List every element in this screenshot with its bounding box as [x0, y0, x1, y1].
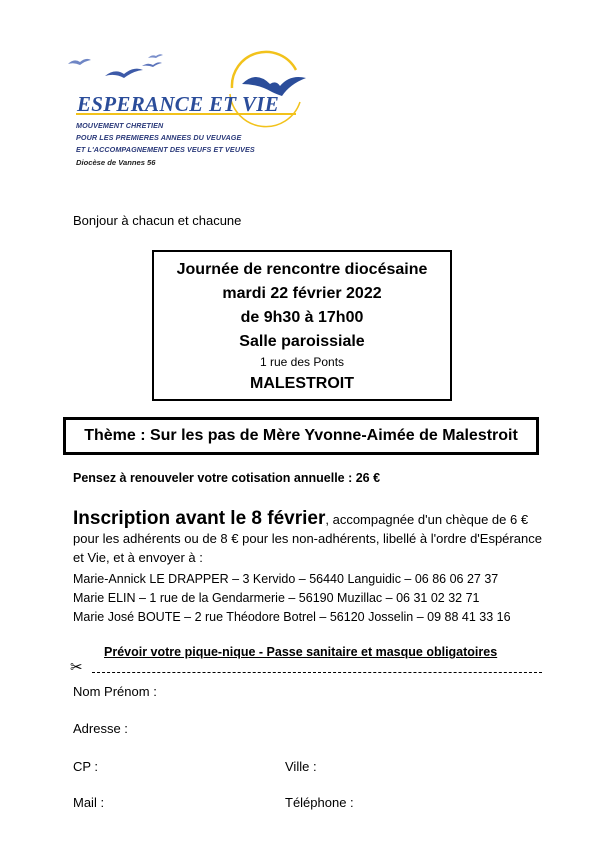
logo-subtitle-line: ET L'ACCOMPAGNEMENT DES VEUFS ET VEUVES	[76, 145, 255, 154]
contact-line: Marie-Annick LE DRAPPER – 3 Kervido – 56440 Languidic – 06 86 06 27 37	[73, 572, 499, 586]
logo-title: ESPERANCE ET VIE	[77, 92, 280, 116]
registration-body: , accompagnée d'un chèque de 6 € pour les adhérents ou de 8 € pour les non-adhérents, libellé à l'ordre d'Espérance et Vie, et à envoyer à :	[73, 512, 542, 565]
scissors-icon: ✂	[70, 659, 83, 676]
bird-icon	[105, 69, 143, 78]
event-title: Journée de rencontre diocésaine	[176, 261, 428, 278]
cut-line	[92, 672, 542, 673]
logo-subtitle-line: MOUVEMENT CHRETIEN	[76, 121, 164, 130]
picnic-notice: Prévoir votre pique-nique - Passe sanitaire et masque obligatoires	[104, 645, 498, 659]
registration-heading: Inscription avant le 8 février	[73, 508, 326, 529]
registration-paragraph	[73, 509, 543, 567]
event-venue: Salle paroissiale	[239, 333, 365, 350]
form-address-label: Adresse :	[73, 721, 128, 736]
contact-line: Marie ELIN – 1 rue de la Gendarmerie – 56190 Muzillac – 06 31 02 32 71	[73, 591, 480, 605]
event-time: de 9h30 à 17h00	[240, 309, 364, 326]
greeting: Bonjour à chacun et chacune	[73, 213, 242, 228]
bird-icon	[148, 54, 163, 58]
form-cp-label: CP :	[73, 759, 99, 774]
event-date: mardi 22 février 2022	[222, 285, 382, 302]
renewal-notice: Pensez à renouveler votre cotisation annuelle : 26 €	[73, 471, 381, 485]
bird-icon	[142, 62, 162, 67]
contact-line: Marie José BOUTE – 2 rue Théodore Botrel – 56120 Josselin – 09 88 41 33 16	[73, 610, 511, 624]
logo-subtitle-line: POUR LES PREMIERES ANNEES DU VEUVAGE	[76, 133, 242, 142]
event-address: 1 rue des Ponts	[259, 355, 345, 369]
event-city: MALESTROIT	[250, 375, 354, 392]
theme-box: Thème : Sur les pas de Mère Yvonne-Aimée de Malestroit	[63, 417, 539, 455]
form-name-label: Nom Prénom :	[73, 684, 157, 699]
event-box	[152, 250, 452, 401]
form-mail-label: Mail :	[73, 795, 105, 810]
bird-icon	[68, 59, 91, 65]
logo-diocese: Diocèse de Vannes 56	[76, 158, 156, 167]
form-phone-label: Téléphone :	[285, 795, 354, 810]
form-city-label: Ville :	[285, 759, 317, 774]
